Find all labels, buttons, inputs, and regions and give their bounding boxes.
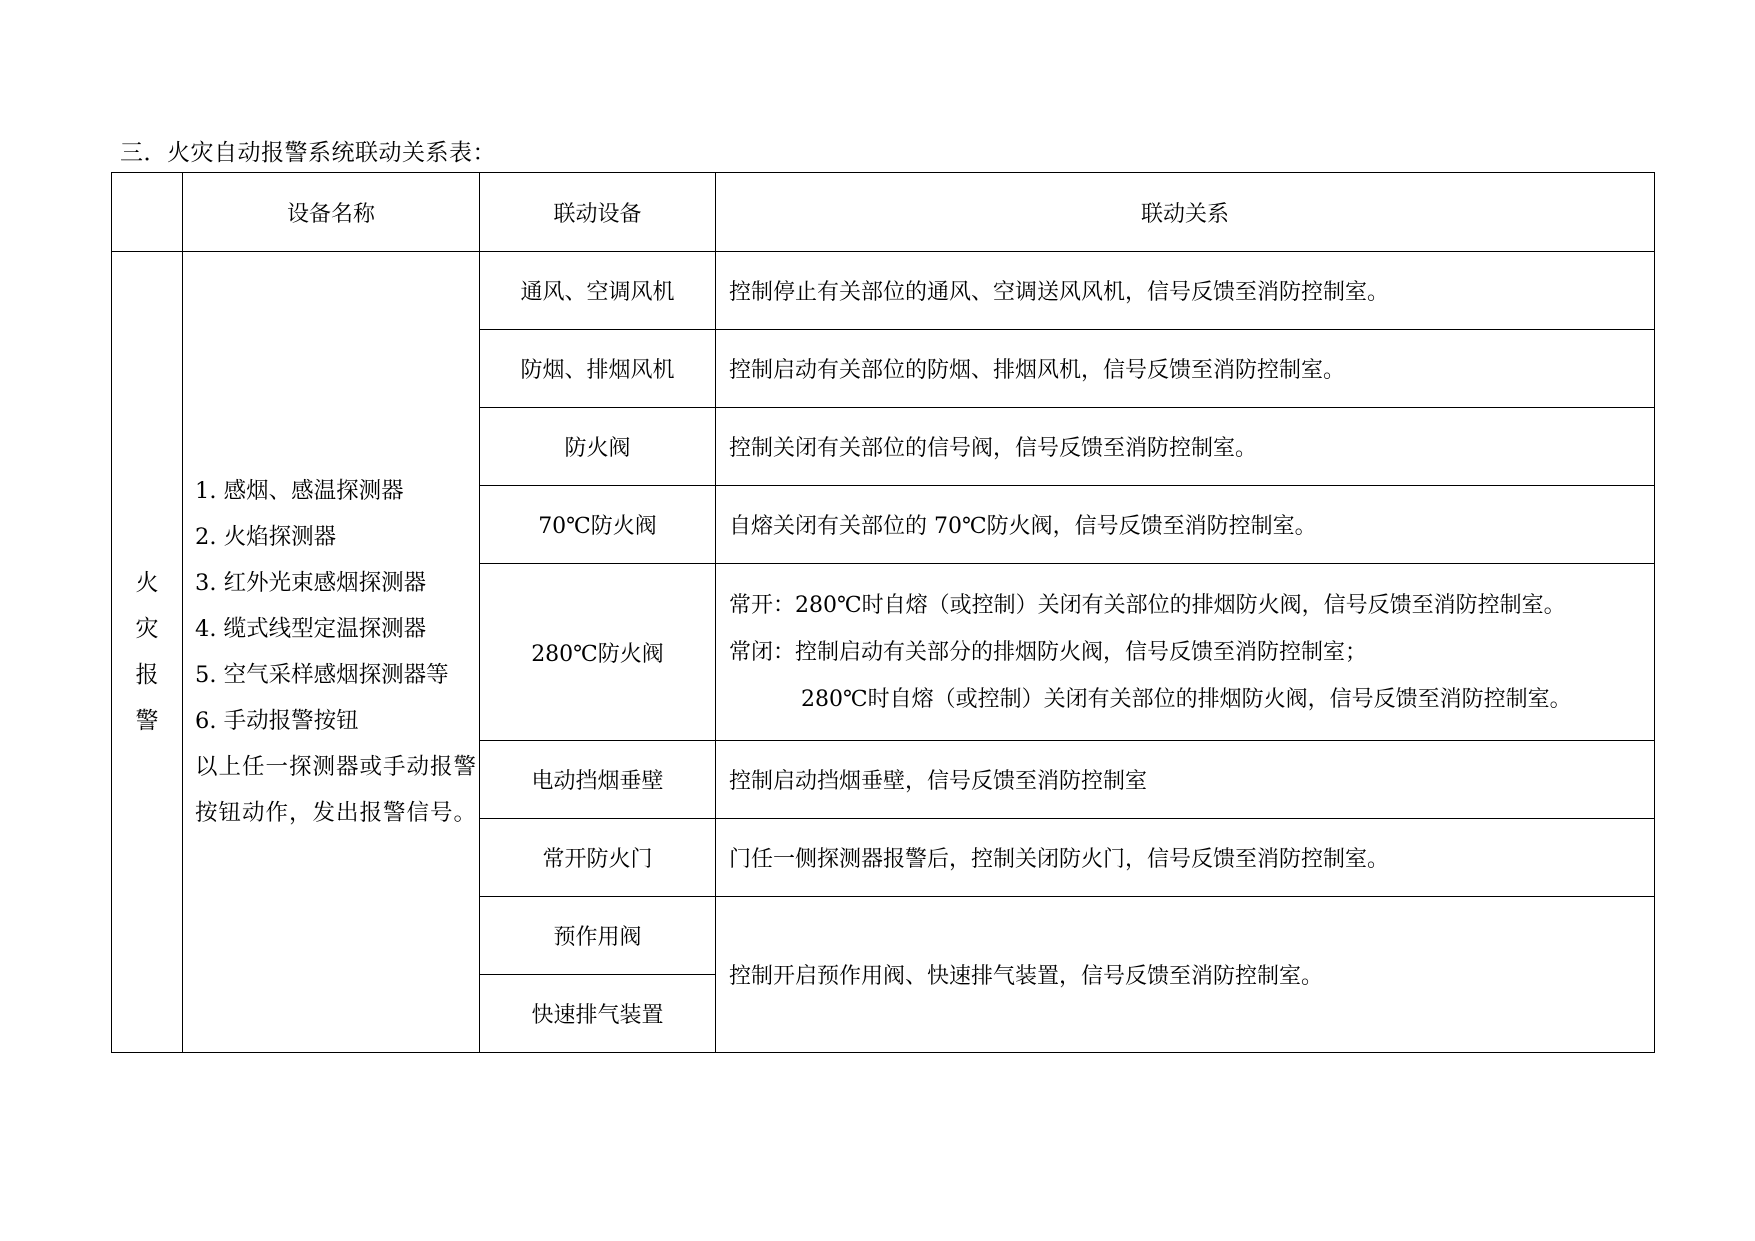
device-list-item: 2. 火焰探测器 — [195, 524, 337, 550]
relation-cell: 控制启动挡烟垂壁，信号反馈至消防控制室 — [716, 741, 1655, 819]
linked-device-cell: 防火阀 — [480, 408, 716, 486]
table-row — [112, 252, 1655, 330]
device-list-item: 6. 手动报警按钮 — [195, 708, 359, 734]
relation-line: 常闭：控制启动有关部分的排烟防火阀，信号反馈至消防控制室； — [729, 639, 1368, 665]
relation-cell — [716, 564, 1655, 741]
linked-device-cell: 280℃防火阀 — [480, 564, 716, 741]
category-char: 报 — [135, 662, 159, 688]
linked-device-cell: 防烟、排烟风机 — [480, 330, 716, 408]
device-list-cell — [183, 252, 480, 1053]
linkage-table — [111, 172, 1655, 1053]
device-list-item: 3. 红外光束感烟探测器 — [195, 570, 427, 596]
header-relation: 联动关系 — [716, 173, 1655, 252]
relation-line: 常开：280℃时自熔（或控制）关闭有关部位的排烟防火阀，信号反馈至消防控制室。 — [729, 592, 1566, 618]
relation-cell: 控制开启预作用阀、快速排气装置，信号反馈至消防控制室。 — [716, 897, 1655, 1053]
relation-cell: 自熔关闭有关部位的 70℃防火阀，信号反馈至消防控制室。 — [716, 486, 1655, 564]
device-list-note: 以上任一探测器或手动报警按钮动作，发出报警信号。 — [195, 754, 478, 826]
section-heading: 三．火灾自动报警系统联动关系表： — [120, 140, 496, 166]
relation-cell: 控制停止有关部位的通风、空调送风风机，信号反馈至消防控制室。 — [716, 252, 1655, 330]
header-blank — [112, 173, 183, 252]
table-header-row — [112, 173, 1655, 252]
relation-cell: 控制关闭有关部位的信号阀，信号反馈至消防控制室。 — [716, 408, 1655, 486]
device-list-item: 1. 感烟、感温探测器 — [195, 478, 404, 504]
header-device-name: 设备名称 — [183, 173, 480, 252]
linked-device-cell: 电动挡烟垂壁 — [480, 741, 716, 819]
category-cell — [112, 252, 183, 1053]
linked-device-cell: 70℃防火阀 — [480, 486, 716, 564]
linked-device-cell: 快速排气装置 — [480, 975, 716, 1053]
relation-cell: 门任一侧探测器报警后，控制关闭防火门，信号反馈至消防控制室。 — [716, 819, 1655, 897]
header-linked-device: 联动设备 — [480, 173, 716, 252]
category-char: 灾 — [135, 616, 159, 642]
linked-device-cell: 常开防火门 — [480, 819, 716, 897]
category-char: 火 — [135, 570, 159, 596]
relation-cell: 控制启动有关部位的防烟、排烟风机，信号反馈至消防控制室。 — [716, 330, 1655, 408]
relation-line: 280℃时自熔（或控制）关闭有关部位的排烟防火阀，信号反馈至消防控制室。 — [801, 686, 1572, 712]
category-char: 警 — [135, 708, 159, 734]
linked-device-cell: 通风、空调风机 — [480, 252, 716, 330]
device-list-item: 5. 空气采样感烟探测器等 — [195, 662, 449, 688]
device-list-item: 4. 缆式线型定温探测器 — [195, 616, 427, 642]
linked-device-cell: 预作用阀 — [480, 897, 716, 975]
